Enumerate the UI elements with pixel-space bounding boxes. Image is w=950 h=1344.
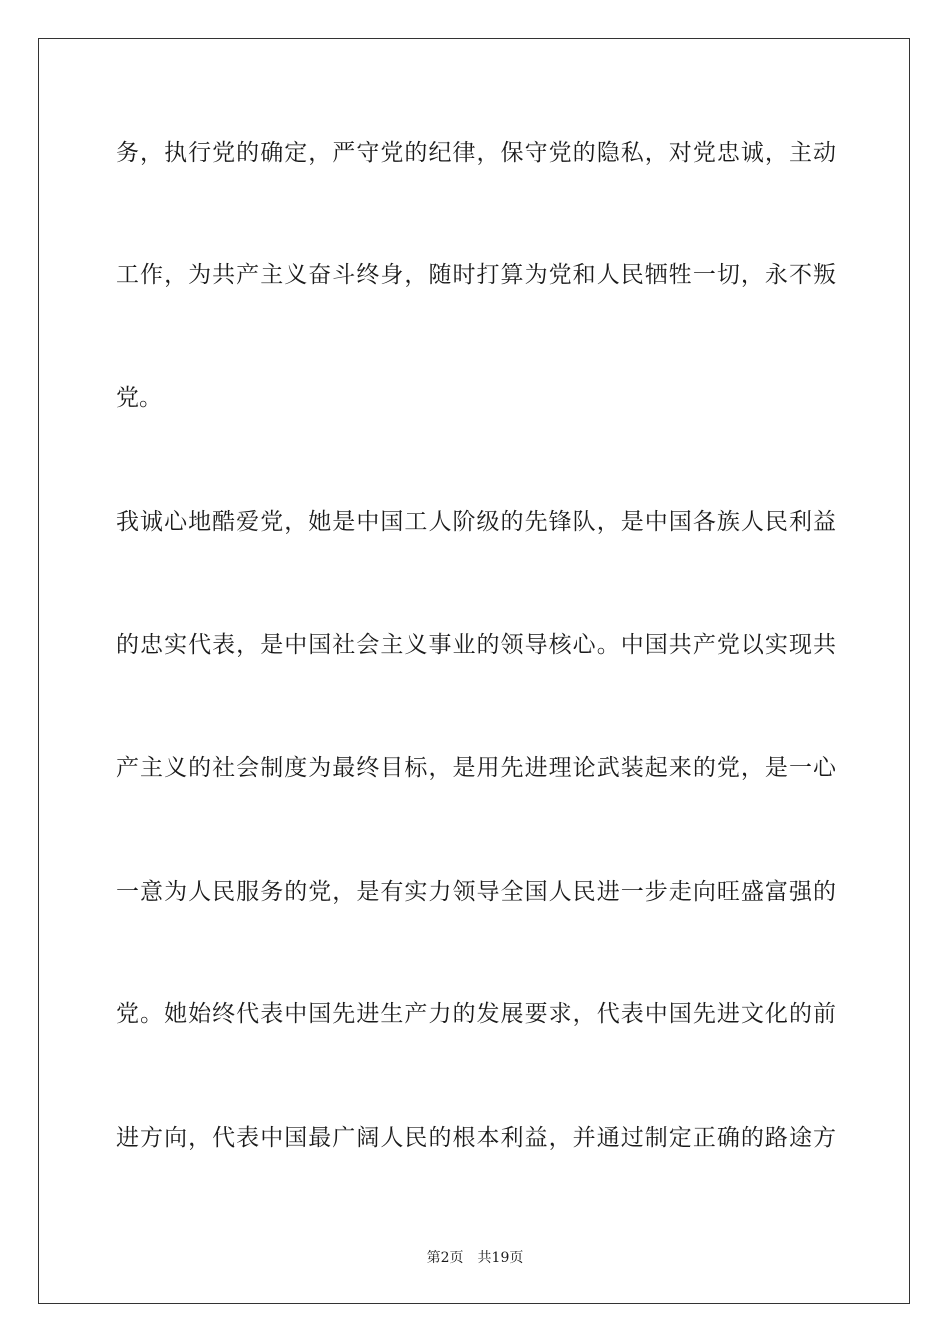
text-line: 进方向，代表中国最广阔人民的根本利益，并通过制定正确的路途方	[116, 1125, 836, 1151]
text-line: 产主义的社会制度为最终目标，是用先进理论武装起来的党，是一心	[116, 755, 836, 781]
page-border	[38, 38, 910, 1304]
text-line: 的忠实代表，是中国社会主义事业的领导核心。中国共产党以实现共	[116, 632, 836, 658]
text-line: 工作，为共产主义奋斗终身，随时打算为党和人民牺牲一切，永不叛	[116, 262, 836, 288]
page-total: 共19页	[477, 1250, 524, 1266]
text-line: 我诚心地酷爱党，她是中国工人阶级的先锋队，是中国各族人民利益	[116, 509, 836, 535]
text-line: 党。她始终代表中国先进生产力的发展要求，代表中国先进文化的前	[116, 1001, 836, 1027]
text-line: 党。	[116, 385, 162, 411]
page-footer	[0, 1248, 950, 1268]
page-number: 第2页	[426, 1250, 464, 1266]
text-line: 一意为人民服务的党，是有实力领导全国人民进一步走向旺盛富强的	[116, 879, 836, 905]
text-line: 务，执行党的确定，严守党的纪律，保守党的隐私，对党忠诚，主动	[116, 140, 836, 166]
